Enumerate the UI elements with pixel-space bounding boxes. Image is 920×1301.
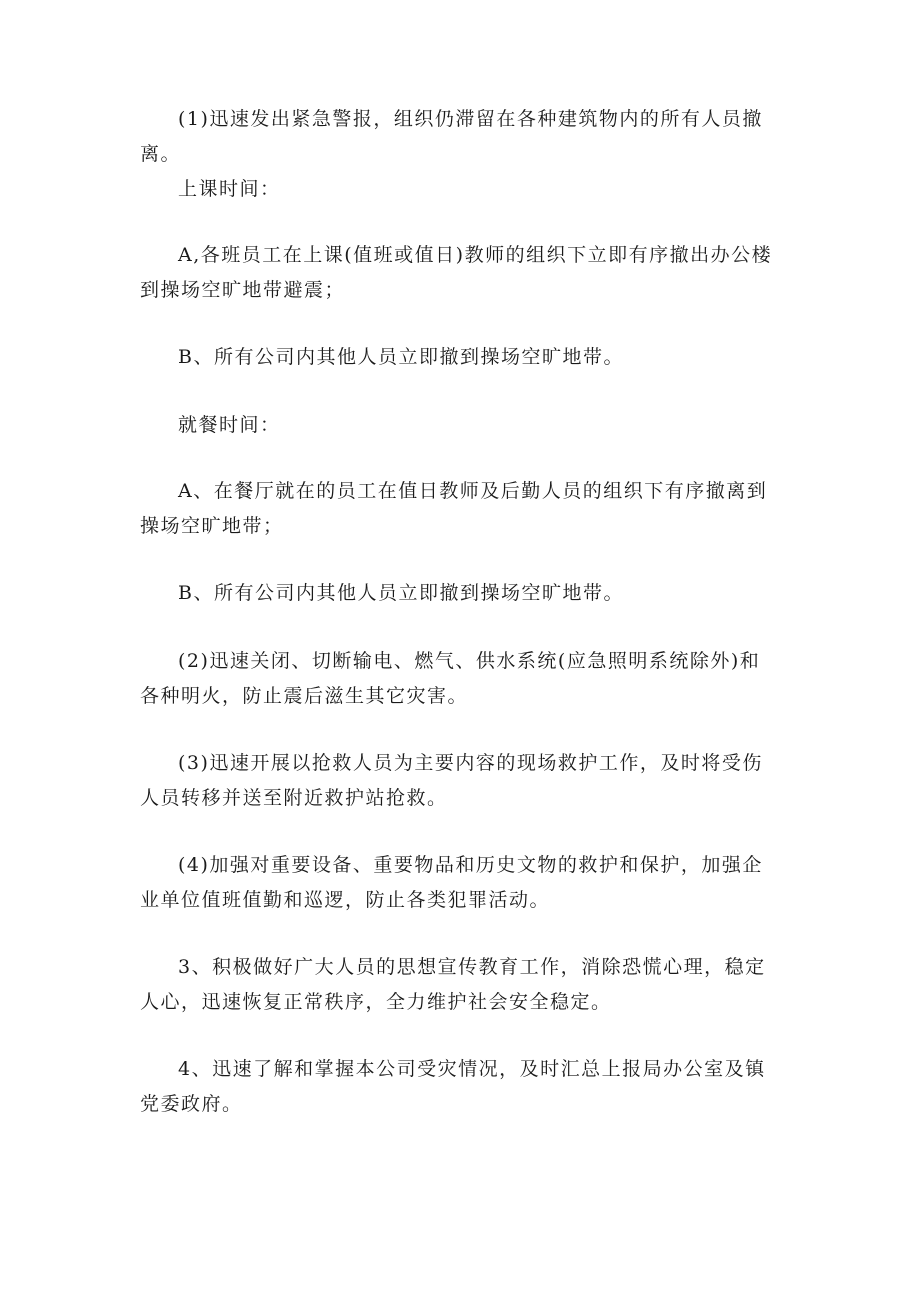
paragraph-section-3: 3、积极做好广大人员的思想宣传教育工作，消除恐慌心理，稳定人心，迅速恢复正常秩序，全力维护社会安全稳定。 bbox=[140, 956, 766, 1013]
paragraph-meal-time-b: B、所有公司内其他人员立即撤到操场空旷地带。 bbox=[178, 582, 624, 604]
paragraph-meal-time-heading: 就餐时间： bbox=[178, 414, 281, 436]
paragraph-section-4: 4、迅速了解和掌握本公司受灾情况，及时汇总上报局办公室及镇党委政府。 bbox=[140, 1058, 766, 1115]
paragraph-meal-time-a: A、在餐厅就在的员工在值日教师及后勤人员的组织下有序撤离到操场空旷地带； bbox=[140, 480, 768, 537]
paragraph-item-4: (4)加强对重要设备、重要物品和历史文物的救护和保护，加强企业单位值班值勤和巡逻，防止各类犯罪活动。 bbox=[140, 854, 763, 911]
paragraph-class-time-a: A,各班员工在上课(值班或值日)教师的组织下立即有序撤出办公楼到操场空旷地带避震； bbox=[140, 244, 773, 301]
paragraph-class-time-heading: 上课时间： bbox=[178, 178, 281, 200]
paragraph-class-time-b: B、所有公司内其他人员立即撤到操场空旷地带。 bbox=[178, 346, 624, 368]
paragraph-item-3: (3)迅速开展以抢救人员为主要内容的现场救护工作，及时将受伤人员转移并送至附近救护站抢救。 bbox=[140, 752, 763, 809]
paragraph-evacuation-alarm: (1)迅速发出紧急警报，组织仍滞留在各种建筑物内的所有人员撤离。 bbox=[140, 108, 763, 165]
paragraph-item-2: (2)迅速关闭、切断输电、燃气、供水系统(应急照明系统除外)和各种明火，防止震后滋生其它灾害。 bbox=[140, 650, 761, 707]
